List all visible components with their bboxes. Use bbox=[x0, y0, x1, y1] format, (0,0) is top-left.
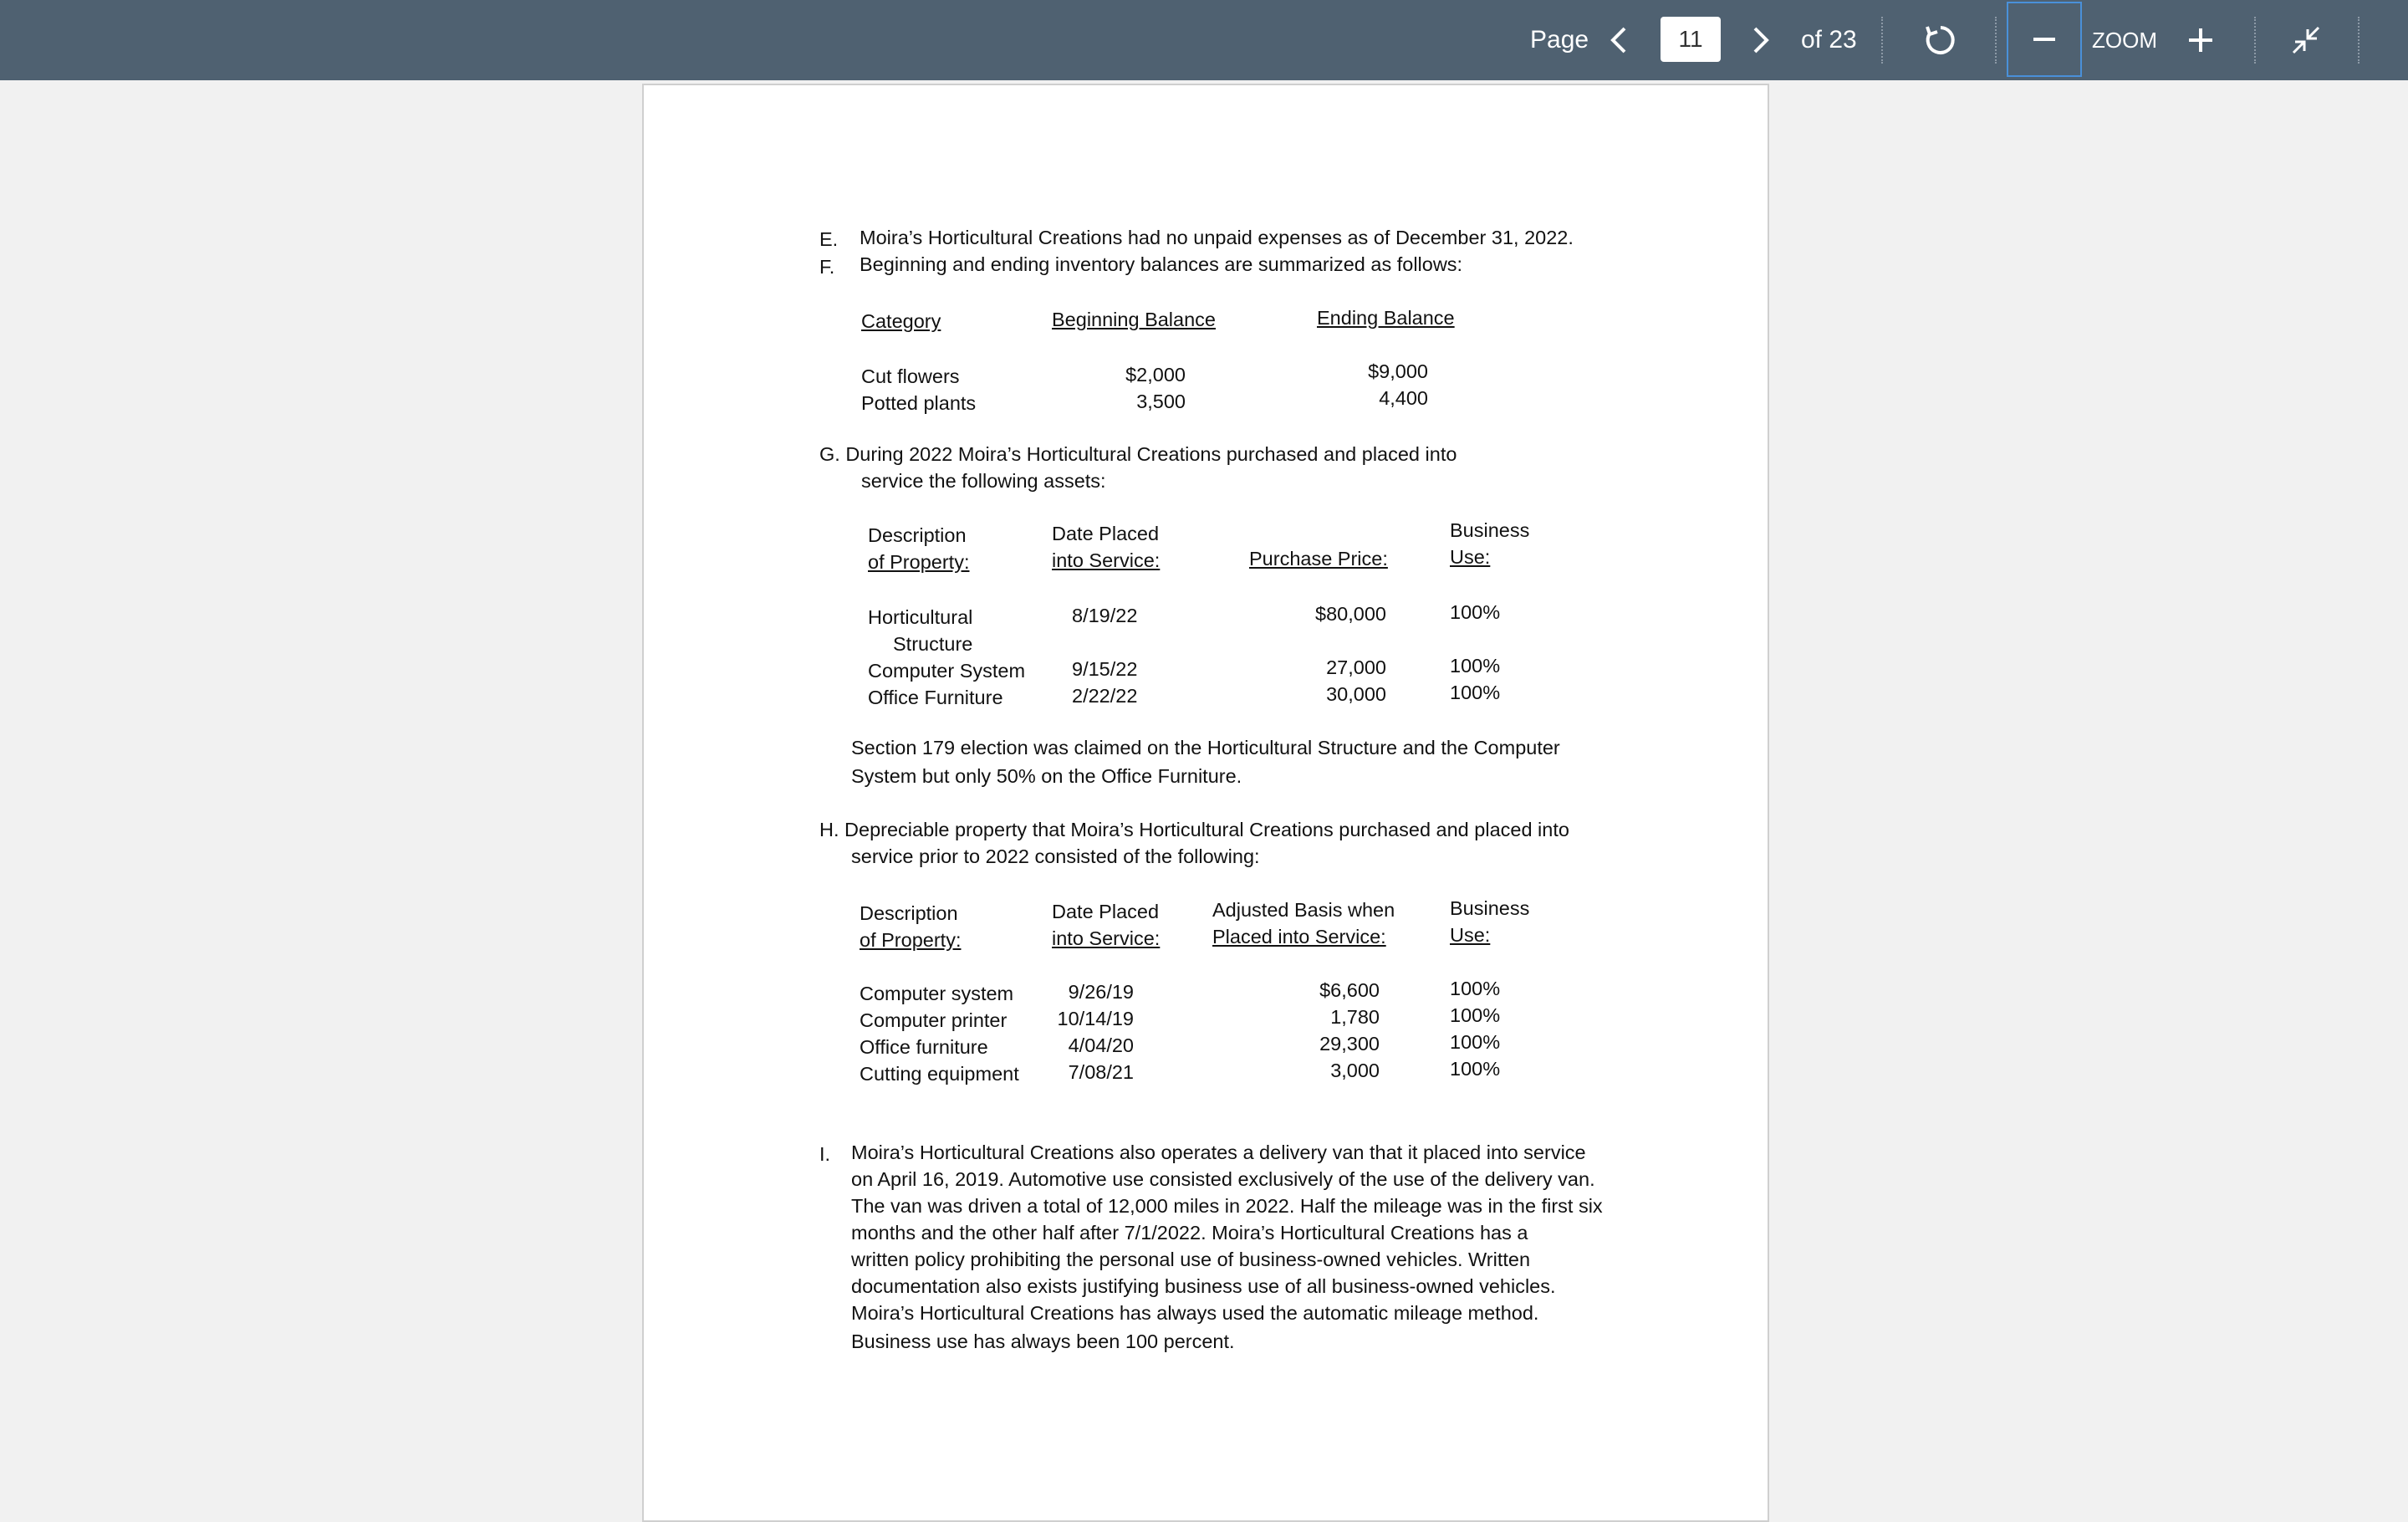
assets2022-cell: 9/15/22 bbox=[1072, 658, 1138, 680]
assetsprior-cell: Cutting equipment bbox=[860, 1063, 1019, 1085]
assetsprior-header-date: into Service: bbox=[1052, 927, 1161, 949]
section179-line1: Section 179 election was claimed on the Horticultural Structure and the Computer bbox=[851, 737, 1560, 758]
assets2022-header-use: Use: bbox=[1450, 546, 1491, 568]
assets2022-cell: Office Furniture bbox=[868, 687, 1003, 708]
assets2022-cell: 30,000 bbox=[1326, 683, 1386, 705]
assetsprior-cell: Computer system bbox=[860, 983, 1014, 1004]
assetsprior-cell: Office furniture bbox=[860, 1036, 988, 1058]
next-page-button[interactable] bbox=[1744, 0, 1778, 80]
chevron-right-icon bbox=[1752, 26, 1770, 54]
item-i-line: The van was driven a total of 12,000 miles in 2022. Half the mileage was in the first six bbox=[851, 1195, 1603, 1217]
previous-page-button[interactable] bbox=[1602, 0, 1635, 80]
inventory-cell: $9,000 bbox=[1368, 360, 1428, 382]
inventory-cell: Potted plants bbox=[861, 392, 977, 414]
item-i-line: written policy prohibiting the personal use of business-owned vehicles. Written bbox=[851, 1249, 1531, 1270]
exit-fullscreen-button[interactable] bbox=[2288, 0, 2324, 80]
assetsprior-header-date: Date Placed bbox=[1052, 901, 1160, 922]
page-label: Page bbox=[1530, 26, 1589, 54]
assetsprior-cell: 1,780 bbox=[1330, 1006, 1380, 1028]
item-i-line: on April 16, 2019. Automotive use consisted exclusively of the use of the delivery van. bbox=[851, 1168, 1595, 1190]
document-page bbox=[642, 84, 1769, 1522]
page-number-input[interactable]: 11 bbox=[1661, 17, 1721, 62]
assetsprior-cell: 9/26/19 bbox=[1068, 981, 1134, 1003]
item-marker-e: E. bbox=[819, 228, 839, 250]
item-i-line: Business use has always been 100 percent. bbox=[851, 1330, 1235, 1352]
assets2022-cell: 100% bbox=[1450, 655, 1501, 677]
assetsprior-header-basis: Adjusted Basis when bbox=[1212, 899, 1395, 921]
assets2022-cell: 100% bbox=[1450, 682, 1501, 703]
assets2022-header-desc: Description bbox=[868, 524, 967, 546]
assets2022-cell: Computer System bbox=[868, 660, 1026, 682]
rotate-button[interactable] bbox=[1920, 0, 1962, 80]
assets2022-cell: 27,000 bbox=[1326, 656, 1386, 678]
zoom-label: ZOOM bbox=[2092, 28, 2157, 53]
assetsprior-header-basis: Placed into Service: bbox=[1212, 926, 1386, 947]
inventory-cell: Cut flowers bbox=[861, 365, 960, 387]
assetsprior-cell: 100% bbox=[1450, 978, 1501, 999]
minus-icon bbox=[2031, 26, 2058, 53]
inventory-header-beginning: Beginning Balance bbox=[1052, 309, 1216, 330]
item-i-line: months and the other half after 7/1/2022. Moira’s Horticultural Creations has a bbox=[851, 1222, 1528, 1244]
assetsprior-header-desc: of Property: bbox=[860, 929, 962, 951]
assetsprior-cell: 10/14/19 bbox=[1057, 1008, 1134, 1029]
zoom-out-button[interactable] bbox=[2007, 2, 2082, 77]
pdf-toolbar bbox=[0, 0, 2408, 80]
collapse-icon bbox=[2290, 24, 2322, 56]
plus-icon bbox=[2186, 26, 2215, 54]
inventory-cell: 3,500 bbox=[1136, 391, 1186, 412]
assets2022-header-desc: of Property: bbox=[868, 551, 970, 573]
assetsprior-header-use: Use: bbox=[1450, 924, 1491, 946]
item-i-line: Moira’s Horticultural Creations has always used the automatic mileage method. bbox=[851, 1302, 1539, 1324]
assets2022-cell: Structure bbox=[893, 633, 973, 655]
assets2022-cell: 100% bbox=[1450, 601, 1501, 623]
assets2022-cell: Horticultural bbox=[868, 606, 973, 628]
item-g-line2: service the following assets: bbox=[861, 470, 1106, 492]
toolbar-divider bbox=[2358, 17, 2360, 64]
assets2022-header-price: Purchase Price: bbox=[1249, 548, 1388, 569]
assets2022-header-date: Date Placed bbox=[1052, 523, 1160, 544]
rotate-icon bbox=[1924, 23, 1957, 57]
assets2022-cell: 8/19/22 bbox=[1072, 605, 1138, 626]
assetsprior-cell: 3,000 bbox=[1330, 1060, 1380, 1081]
item-i-line: Moira’s Horticultural Creations also operates a delivery van that it placed into service bbox=[851, 1142, 1586, 1163]
item-f-text: Beginning and ending inventory balances are summarized as follows: bbox=[860, 253, 1463, 275]
zoom-in-button[interactable] bbox=[2182, 0, 2219, 80]
total-pages-label: of 23 bbox=[1801, 26, 1857, 54]
assetsprior-cell: 100% bbox=[1450, 1031, 1501, 1053]
toolbar-divider bbox=[1881, 17, 1883, 64]
assetsprior-cell: 29,300 bbox=[1319, 1033, 1380, 1055]
assetsprior-header-use: Business bbox=[1450, 897, 1530, 919]
section179-line2: System but only 50% on the Office Furniture. bbox=[851, 765, 1242, 787]
chevron-left-icon bbox=[1610, 26, 1628, 54]
assets2022-header-use: Business bbox=[1450, 519, 1530, 541]
inventory-header-ending: Ending Balance bbox=[1317, 307, 1455, 329]
assetsprior-header-desc: Description bbox=[860, 902, 958, 924]
assets2022-header-date: into Service: bbox=[1052, 549, 1161, 571]
item-marker-f: F. bbox=[819, 256, 835, 278]
assetsprior-cell: Computer printer bbox=[860, 1009, 1008, 1031]
assetsprior-cell: 7/08/21 bbox=[1068, 1061, 1134, 1083]
assetsprior-cell: $6,600 bbox=[1319, 979, 1380, 1001]
assets2022-cell: $80,000 bbox=[1315, 603, 1386, 625]
inventory-cell: $2,000 bbox=[1125, 364, 1186, 386]
assets2022-cell: 2/22/22 bbox=[1072, 685, 1138, 707]
item-i-line: documentation also exists justifying business use of all business-owned vehicles. bbox=[851, 1275, 1556, 1297]
assetsprior-cell: 100% bbox=[1450, 1004, 1501, 1026]
item-marker-i: I. bbox=[819, 1143, 831, 1165]
inventory-cell: 4,400 bbox=[1379, 387, 1428, 409]
item-h-line1: H. Depreciable property that Moira’s Horticultural Creations purchased and placed into bbox=[819, 819, 1569, 840]
assetsprior-cell: 100% bbox=[1450, 1058, 1501, 1080]
toolbar-divider bbox=[2254, 17, 2256, 64]
item-e-text: Moira’s Horticultural Creations had no unpaid expenses as of December 31, 2022. bbox=[860, 227, 1574, 248]
inventory-header-category: Category bbox=[861, 310, 941, 332]
toolbar-divider bbox=[1995, 17, 1997, 64]
assetsprior-cell: 4/04/20 bbox=[1068, 1034, 1134, 1056]
item-h-line2: service prior to 2022 consisted of the following: bbox=[851, 845, 1260, 867]
item-g-line1: G. During 2022 Moira’s Horticultural Creations purchased and placed into bbox=[819, 443, 1457, 465]
